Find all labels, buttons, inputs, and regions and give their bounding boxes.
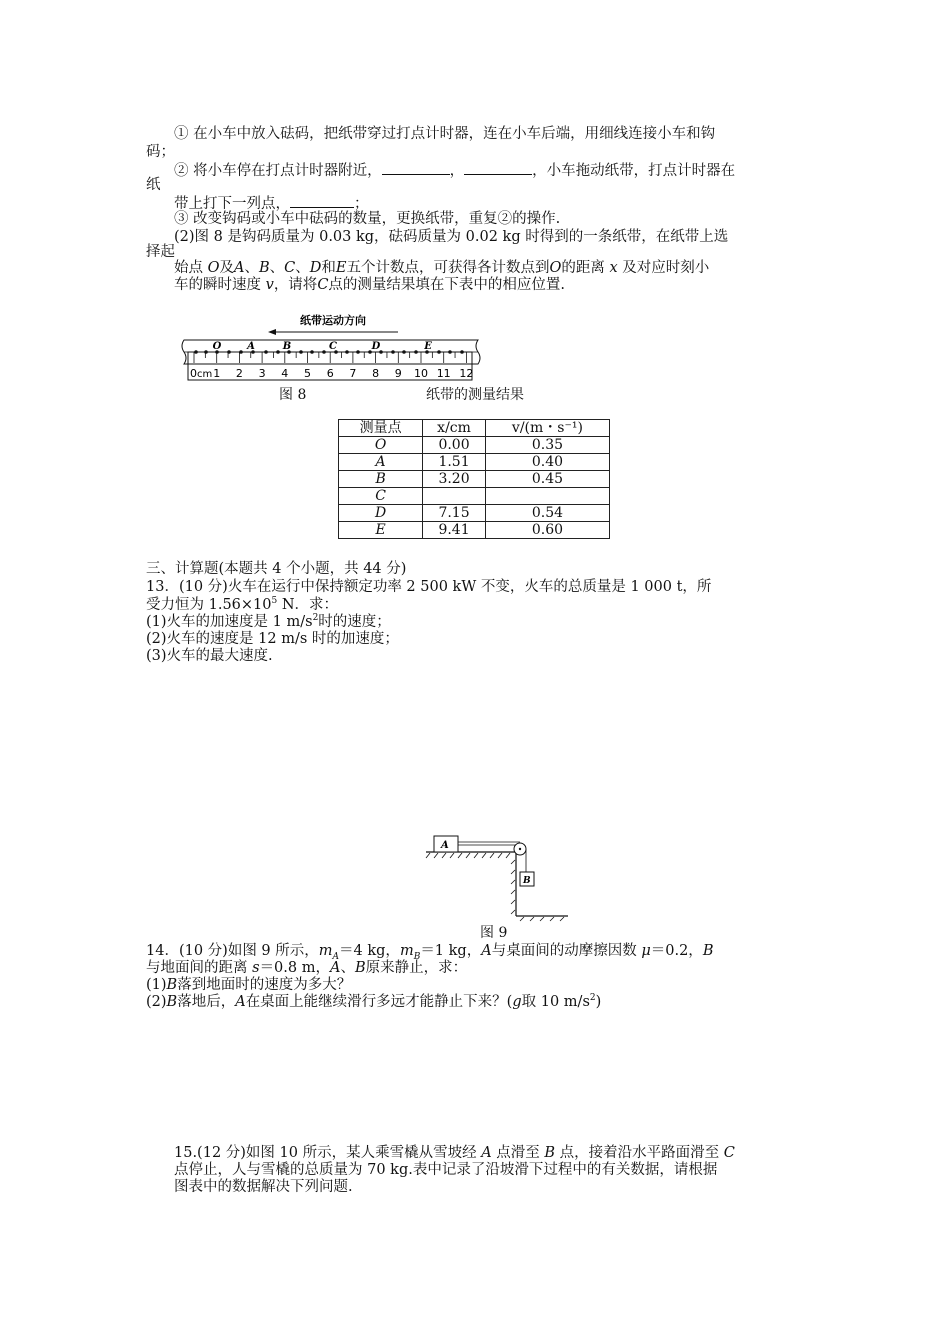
text: (2) [146, 994, 167, 1010]
cell-x: 0.00 [423, 437, 486, 454]
step2-suffix: ，小车拖动纸带，打点计时器在 [532, 163, 736, 179]
sym: m [318, 943, 333, 959]
text: 时的速度； [318, 614, 391, 630]
q15-line3: 图表中的数据解决下列问题. [174, 1179, 353, 1195]
table-row [339, 522, 610, 539]
sym: v [265, 277, 274, 293]
text: 始点 [174, 260, 208, 276]
q15-line2: 点停止，人与雪橇的总质量为 70 kg.表中记录了沿坡滑下过程中的有关数据，请根据 [174, 1162, 718, 1178]
tape-point-label: E [424, 341, 432, 352]
sym: A [332, 951, 340, 962]
text: ，请将 [273, 277, 318, 293]
table-row [339, 488, 610, 505]
sym: μ [641, 943, 651, 959]
ruler-number: 3 [258, 367, 266, 380]
direction-label: 纸带运动方向 [300, 314, 366, 327]
ruler-unit: cm [197, 369, 213, 380]
answer-blank-2[interactable] [464, 160, 532, 175]
sym: E [335, 260, 347, 276]
text: 受力恒为 1.56×10 [146, 597, 272, 613]
q14-line1 [146, 942, 713, 960]
cell-x [423, 488, 486, 505]
sym: B [354, 960, 366, 976]
cell-point: C [339, 488, 423, 505]
text: 、 [295, 260, 310, 276]
cell-point: O [339, 437, 423, 454]
ruler-number: 10 [414, 367, 428, 380]
cell-v: 0.45 [485, 471, 609, 488]
step1-line1: ① 在小车中放入砝码，把纸带穿过打点计时器，连在小车后端，用细线连接小车和钩 [174, 126, 716, 142]
q13-line1: 13．(10 分)火车在运行中保持额定功率 2 500 kW 不变，火车的总质量是 1 000 t，所 [146, 579, 712, 595]
text: 取 10 m/s [521, 994, 590, 1010]
q14-line2 [146, 959, 467, 977]
table-body [339, 437, 610, 539]
table-hatch [426, 853, 510, 858]
text: 和 [321, 260, 336, 276]
text: 及 [219, 260, 234, 276]
text: 落到地面时的速度为多大？ [177, 977, 352, 993]
cell-v: 0.54 [485, 505, 609, 522]
exponent: 5 [271, 596, 278, 607]
ruler-number: 4 [281, 367, 289, 380]
step2-line2-suffix: ； [354, 196, 369, 212]
text: 与桌面间的动摩擦因数 [491, 943, 642, 959]
cell-v [485, 488, 609, 505]
step2-prefix: ② 将小车停在打点计时器附近， [174, 163, 382, 179]
sym: B [166, 977, 178, 993]
text: ＝0.8 m， [259, 960, 330, 976]
header-v: v/(m・s⁻¹) [485, 420, 609, 437]
text: 14．(10 分)如图 9 所示， [146, 943, 319, 959]
step2-line2-prefix: 带上打下一列点， [174, 196, 290, 212]
sym: s [252, 960, 260, 976]
ruler-number: 12 [459, 367, 474, 380]
tape-point-label: D [371, 341, 381, 352]
ruler-numbers [190, 367, 473, 380]
text: 与地面间的距离 [146, 960, 253, 976]
ruler-number: 1 [213, 367, 221, 380]
ruler-ticks [194, 352, 466, 363]
text: 、 [244, 260, 259, 276]
text: 、 [269, 260, 285, 276]
sym: B [413, 951, 421, 962]
text: 、 [340, 960, 355, 976]
ruler-number: 5 [304, 367, 311, 380]
step1-line2: 码； [146, 144, 175, 160]
text: 点，接着沿水平路面滑至 [555, 1145, 724, 1161]
text: 在桌面上能继续滑行多远才能静止下来？( [245, 994, 513, 1010]
answer-blank-1[interactable] [382, 160, 450, 175]
step2-line1 [174, 160, 735, 180]
ruler-number: 6 [326, 367, 334, 380]
cell-x: 7.15 [423, 505, 486, 522]
block-b-label: B [523, 876, 531, 886]
sym: C [723, 1145, 735, 1161]
part2-line3 [174, 276, 565, 294]
tape-point-labels [213, 341, 433, 352]
text: (1)火车的加速度是 1 m/s [146, 614, 313, 630]
text: 原来静止，求： [365, 960, 468, 976]
sym: D [309, 260, 322, 276]
text: 及对应时刻小 [622, 260, 710, 276]
cell-v: 0.35 [485, 437, 609, 454]
tape-point-label: C [329, 341, 337, 352]
cell-point: D [339, 505, 423, 522]
cell-point: B [339, 471, 423, 488]
cell-v: 0.40 [485, 454, 609, 471]
figure9-pulley-diagram [422, 830, 572, 922]
sym: B [702, 943, 714, 959]
text: 的距离 [561, 260, 605, 276]
tape-point-label: O [212, 341, 222, 352]
q14-sub2 [146, 993, 601, 1011]
q13-sub3: (3)火车的最大速度. [146, 648, 273, 664]
sym: C [317, 277, 329, 293]
text: 落地后， [177, 994, 236, 1010]
part2-line1: (2)图 8 是钩码质量为 0.03 kg，砝码质量为 0.02 kg 时得到的一条纸带，在纸带上选 [174, 229, 729, 245]
sym: B [258, 260, 270, 276]
text: 点的测量结果填在下表中的相应位置. [328, 277, 566, 293]
q13-sub1 [146, 613, 391, 631]
cell-x: 9.41 [423, 522, 486, 539]
table-row [339, 454, 610, 471]
table-row [339, 505, 610, 522]
part2-line2 [174, 259, 709, 277]
ruler-number: 7 [349, 367, 357, 380]
cell-point: A [339, 454, 423, 471]
tape-point-label: A [247, 341, 255, 352]
sym: m [399, 943, 414, 959]
q13-line2 [146, 596, 338, 614]
block-a-label: A [441, 840, 449, 851]
text: 车的瞬时速度 [174, 277, 261, 293]
sym: O [207, 260, 220, 276]
text: ＝0.2， [650, 943, 703, 959]
sym: A [329, 960, 341, 976]
text: ＝4 kg， [339, 943, 400, 959]
table-header-row [339, 420, 610, 437]
text: (1) [146, 977, 167, 993]
step3: ③ 改变钩码或小车中砝码的数量，更换纸带，重复②的操作. [174, 211, 561, 227]
step2-wrap: 纸 [146, 177, 161, 193]
header-point: 测量点 [339, 420, 423, 437]
q15-line1 [174, 1144, 735, 1162]
ruler-number: 2 [235, 367, 243, 380]
text: 五个计数点，可获得各计数点到 [346, 260, 550, 276]
part2-wrap: 择起 [146, 244, 175, 260]
q13-sub2: (2)火车的速度是 12 m/s 时的加速度； [146, 631, 399, 647]
cell-v: 0.60 [485, 522, 609, 539]
answer-blank-3[interactable] [290, 193, 354, 208]
text: 点滑至 [491, 1145, 545, 1161]
figure8-tape-diagram [176, 306, 492, 384]
sym: A [235, 994, 246, 1010]
exponent: 2 [589, 993, 596, 1004]
sym: A [234, 260, 245, 276]
figure9-caption: 图 9 [480, 925, 508, 941]
text: N．求： [277, 597, 339, 613]
text: ) [595, 994, 602, 1010]
sym: A [481, 1145, 492, 1161]
ruler-number: 0 [190, 367, 197, 380]
table-caption: 纸带的测量结果 [426, 387, 524, 403]
section3-title: 三、计算题(本题共 4 个小题，共 44 分) [146, 561, 407, 577]
sym: O [549, 260, 562, 276]
sym: B [166, 994, 178, 1010]
sym: A [481, 943, 492, 959]
ruler-number: 11 [436, 367, 451, 380]
cell-x: 3.20 [423, 471, 486, 488]
header-x: x/cm [423, 420, 486, 437]
ruler-number: 8 [372, 367, 380, 380]
sym: x [609, 260, 618, 276]
sym: g [512, 994, 522, 1010]
table-row [339, 471, 610, 488]
sym: C [284, 260, 296, 276]
tape-results-table [338, 419, 610, 539]
text: 15.(12 分)如图 10 所示，某人乘雪橇从雪坡经 [174, 1145, 482, 1161]
cell-x: 1.51 [423, 454, 486, 471]
figure8-caption: 图 8 [279, 387, 307, 403]
q14-sub1 [146, 976, 351, 994]
table-row [339, 437, 610, 454]
text: ＝1 kg， [420, 943, 482, 959]
exponent: 2 [312, 613, 319, 624]
tape-point-label: B [282, 341, 292, 352]
step2-sep: ， [449, 163, 465, 179]
ruler-number: 9 [394, 367, 402, 380]
sym: B [544, 1145, 556, 1161]
cell-point: E [339, 522, 423, 539]
